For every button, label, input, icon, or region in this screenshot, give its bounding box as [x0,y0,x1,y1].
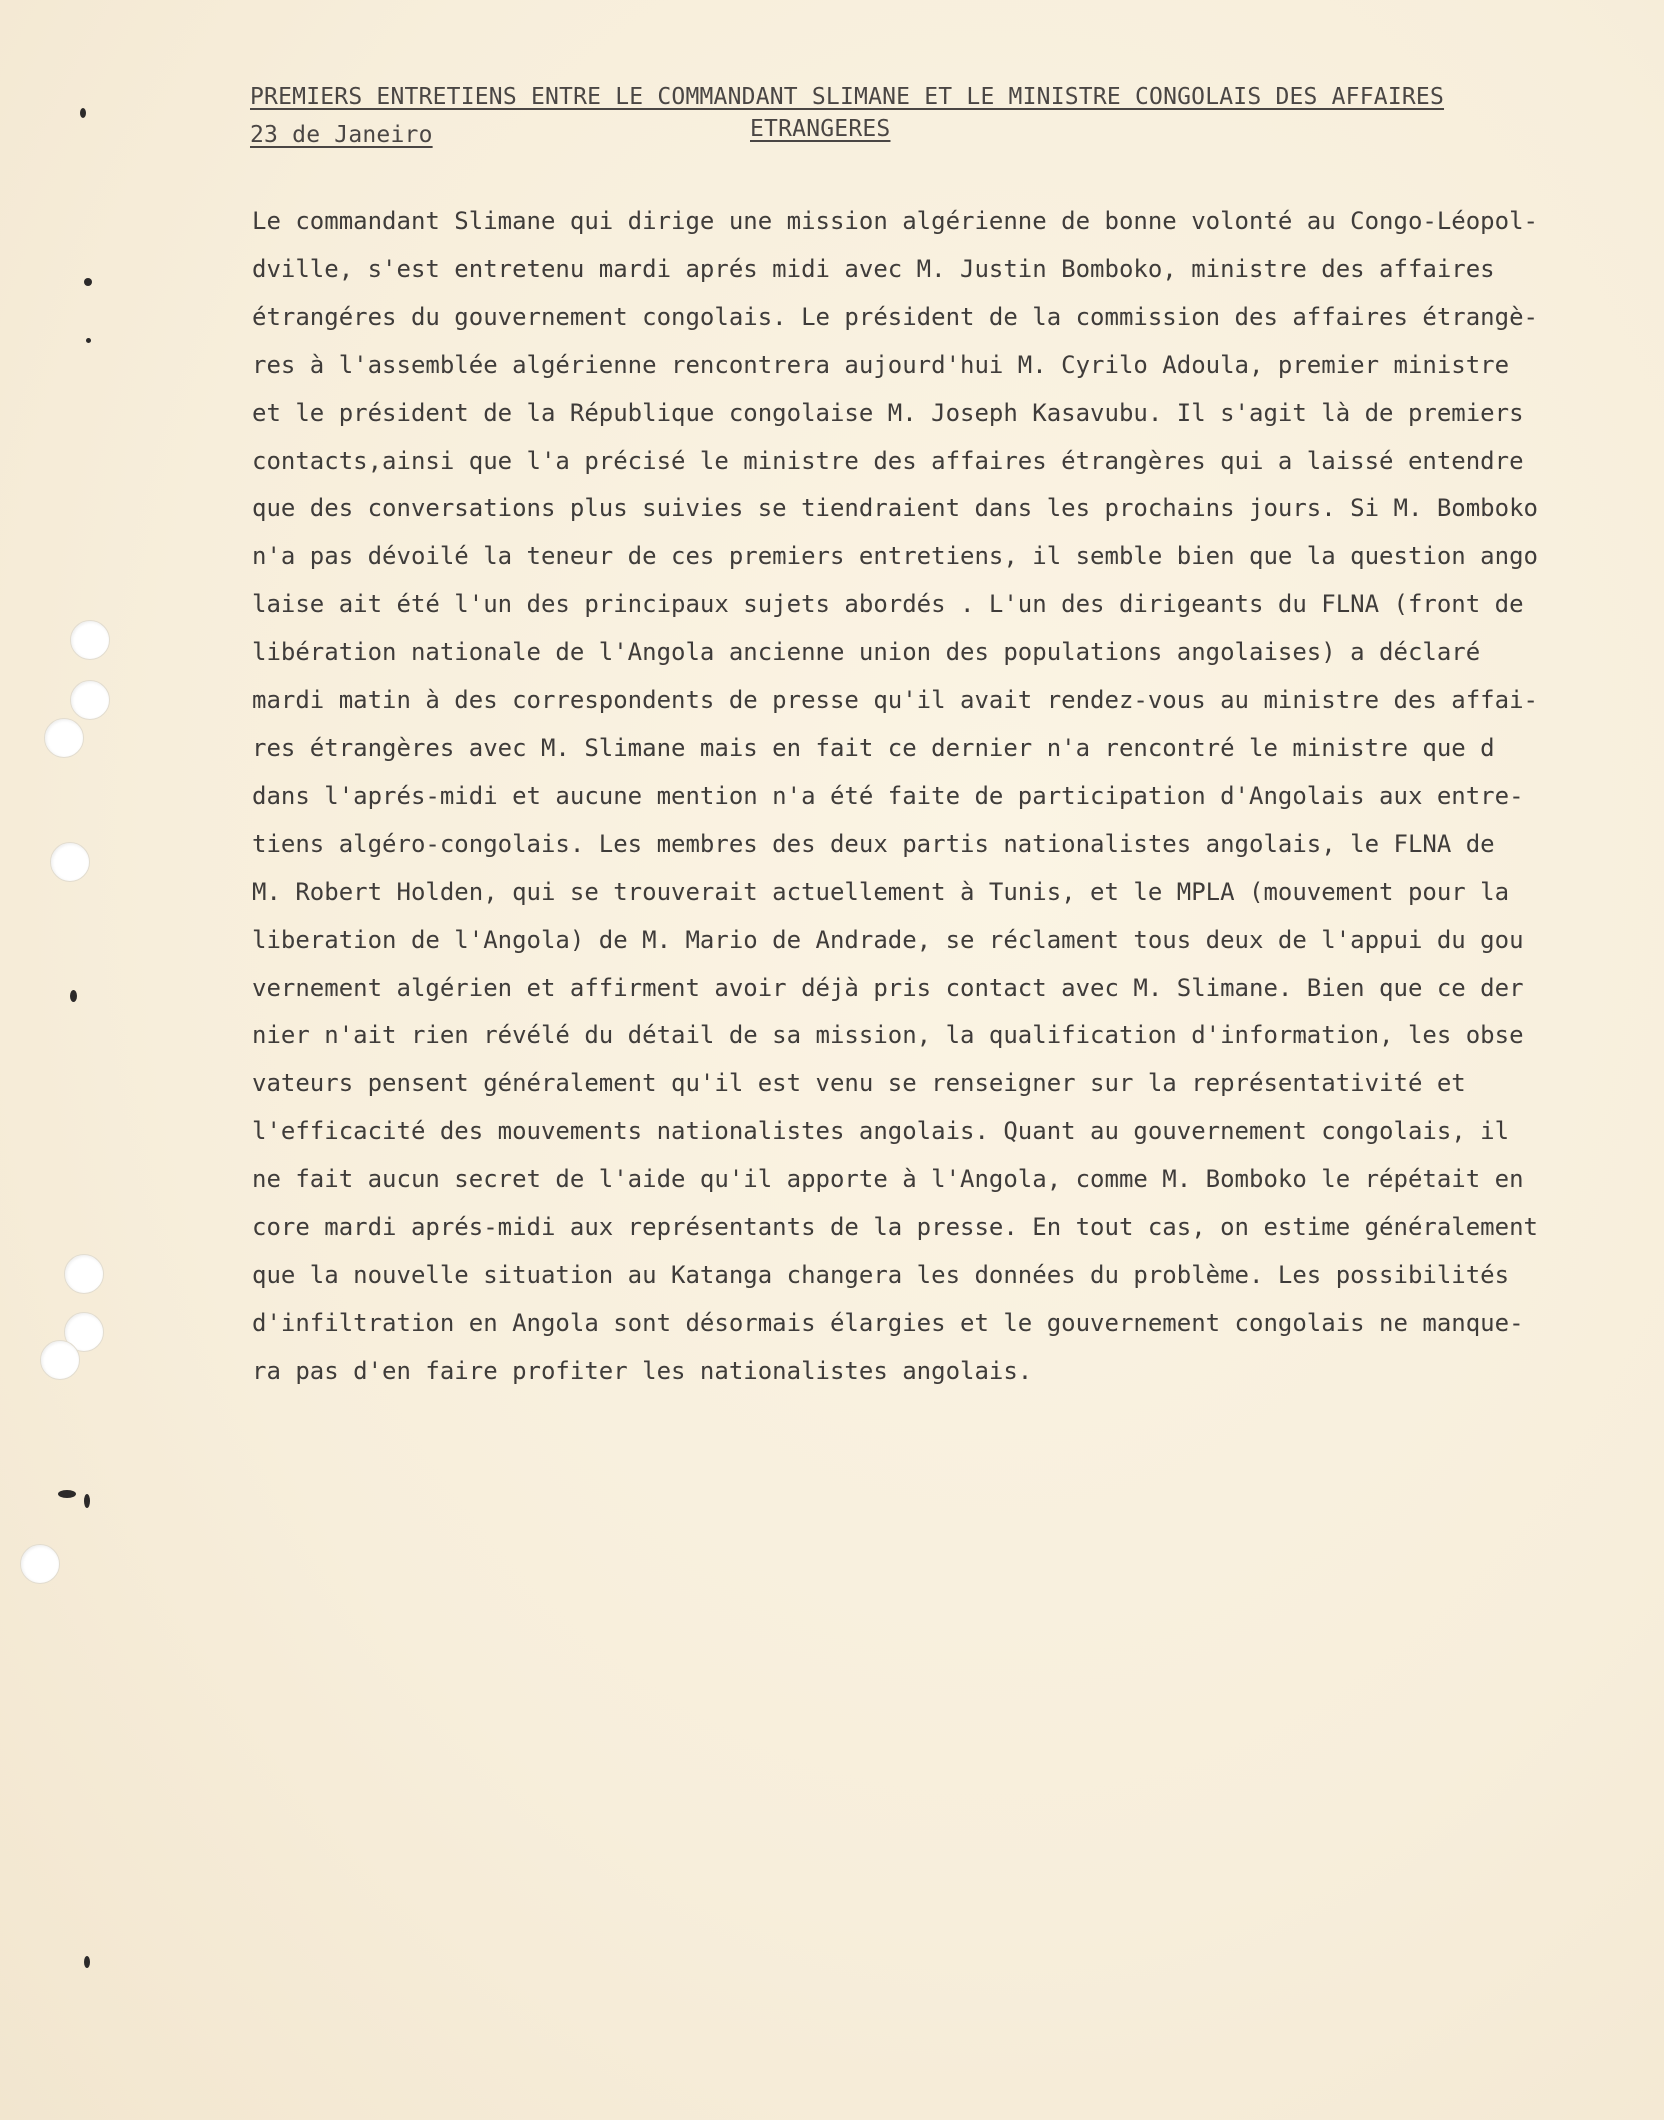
body-line: ra pas d'en faire profiter les nationalistes angolais. [252,1356,1033,1385]
body-line: core mardi aprés-midi aux représentants de la presse. En tout cas, on estime généralement [252,1213,1538,1242]
document-title [250,84,1590,162]
title-second-row [250,116,1590,162]
body-line: étrangéres du gouvernement congolais. Le président de la commission des affaires étrangè- [252,302,1538,331]
speck [84,1494,90,1508]
body-line: dans l'aprés-midi et aucune mention n'a été faite de participation d'Angolais aux entre- [252,781,1524,810]
body-line: l'efficacité des mouvements nationalistes angolais. Quant au gouvernement congolais, il [252,1117,1510,1146]
title-line: PREMIERS ENTRETIENS ENTRE LE COMMANDANT SLIMANE ET LE MINISTRE CONGOLAIS DES AFFAIRES [250,84,1445,110]
speck [70,990,77,1002]
body-line: dville, s'est entretenu mardi aprés midi avec M. Justin Bomboko, ministre des affaires [252,254,1495,283]
document-body [252,198,1652,1396]
body-line: mardi matin à des correspondents de presse qu'il avait rendez-vous au ministre des affai- [252,686,1538,715]
body-line: que la nouvelle situation au Katanga changera les données du problème. Les possibilités [252,1260,1510,1289]
body-line: n'a pas dévoilé la teneur de ces premiers entretiens, il semble bien que la question ango [252,542,1538,571]
title-continuation: ETRANGERES [750,116,891,142]
body-line: contacts,ainsi que l'a précisé le ministre des affaires étrangères qui a laissé entendre [252,446,1524,475]
body-line: nier n'ait rien révélé du détail de sa mission, la qualification d'information, les obse [252,1021,1524,1050]
body-line: libération nationale de l'Angola ancienne union des populations angolaises) a déclaré [252,638,1481,667]
speck [80,108,86,118]
body-line: res à l'assemblée algérienne rencontrera aujourd'hui M. Cyrilo Adoula, premier ministre [252,350,1510,379]
body-line: vateurs pensent généralement qu'il est venu se renseigner sur la représentativité et [252,1069,1466,1098]
speck [84,1956,90,1968]
body-line: d'infiltration en Angola sont désormais élargies et le gouvernement congolais ne manque- [252,1308,1524,1337]
body-line: et le président de la République congolaise M. Joseph Kasavubu. Il s'agit là de premiers [252,398,1524,427]
body-line: liberation de l'Angola) de M. Mario de Andrade, se réclament tous deux de l'appui du gou [252,925,1524,954]
punch-hole [20,1544,60,1584]
body-line: res étrangères avec M. Slimane mais en fait ce dernier n'a rencontré le ministre que d [252,733,1495,762]
punch-hole [70,680,110,720]
document-date: 23 de Janeiro [250,122,433,148]
punch-hole [50,842,90,882]
punch-hole [64,1254,104,1294]
punch-hole [44,718,84,758]
speck [58,1490,76,1498]
body-line: que des conversations plus suivies se tiendraient dans les prochains jours. Si M. Bomboko [252,494,1538,523]
body-line: Le commandant Slimane qui dirige une mission algérienne de bonne volonté au Congo-Léopol- [252,207,1538,235]
body-line: M. Robert Holden, qui se trouverait actuellement à Tunis, et le MPLA (mouvement pour la [252,877,1510,906]
punch-hole [40,1340,80,1380]
body-line: ne fait aucun secret de l'aide qu'il apporte à l'Angola, comme M. Bomboko le répétait en [252,1165,1524,1194]
speck [84,278,92,286]
body-line: vernement algérien et affirment avoir déjà pris contact avec M. Slimane. Bien que ce der [252,973,1524,1002]
body-line: laise ait été l'un des principaux sujets abordés . L'un des dirigeants du FLNA (front de [252,590,1524,619]
punch-hole [70,620,110,660]
body-line: tiens algéro-congolais. Les membres des deux partis nationalistes angolais, le FLNA de [252,829,1495,858]
speck [86,338,91,343]
